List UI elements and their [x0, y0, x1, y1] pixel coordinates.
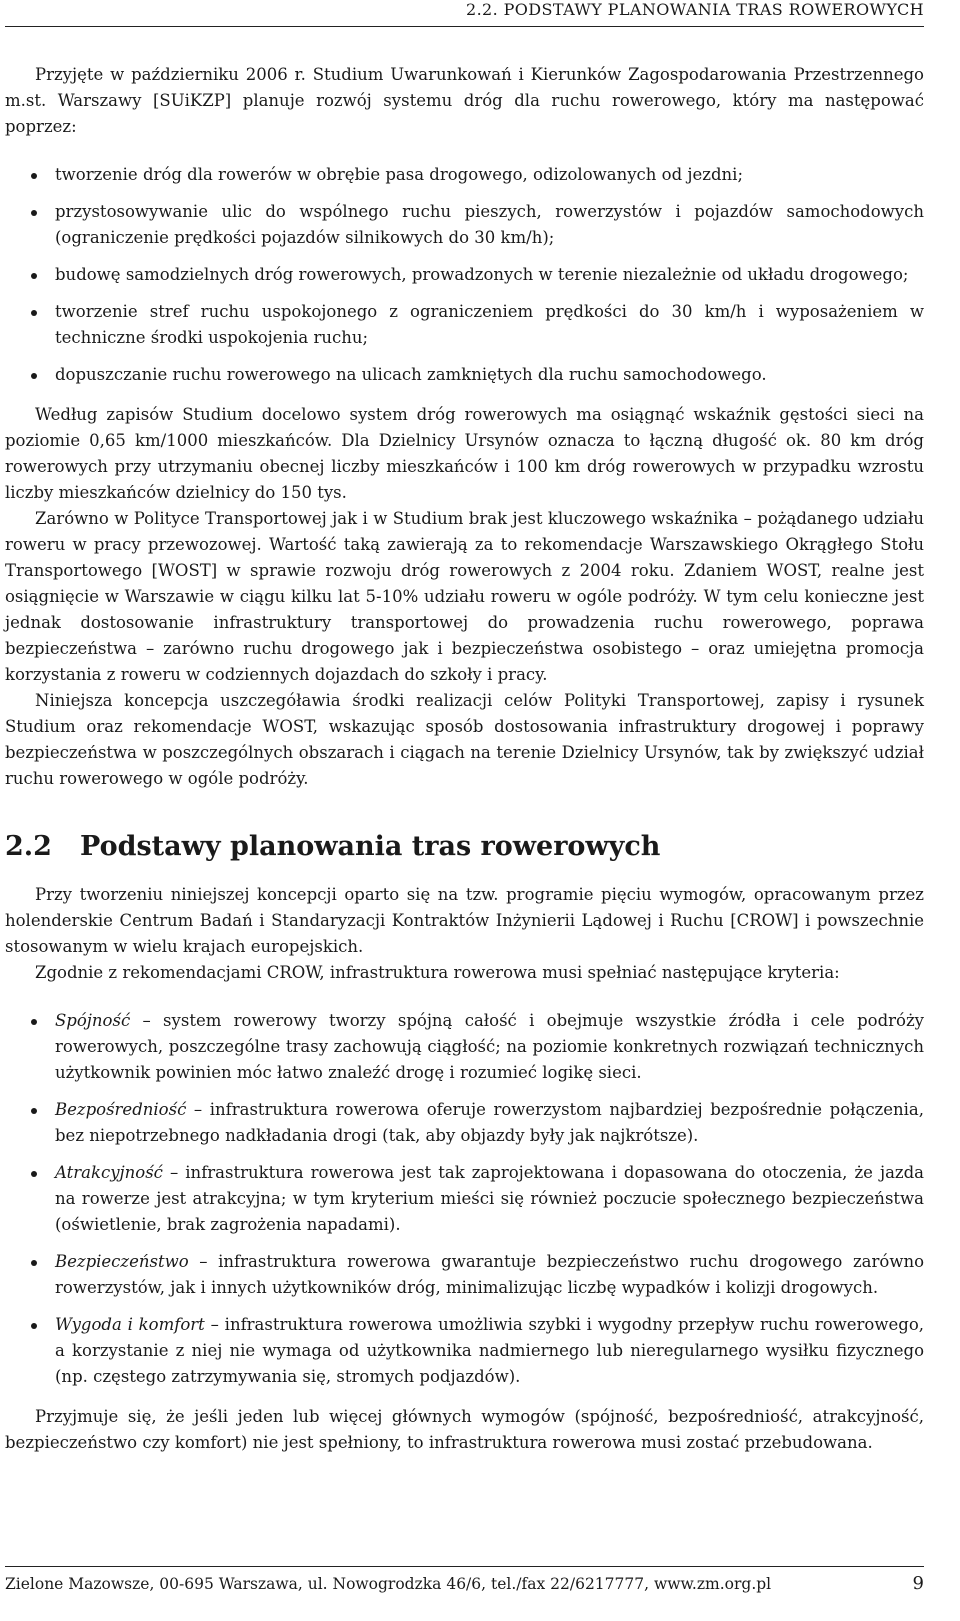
- footer-address: Zielone Mazowsze, 00-695 Warszawa, ul. Nowogrodzka 46/6, tel./fax 22/6217777, www.zm.org.pl: [5, 1575, 772, 1593]
- criteria-term: Bezpieczeństwo: [55, 1252, 189, 1271]
- list-item-text: tworzenie stref ruchu uspokojonego z ograniczeniem prędkości do 30 km/h i wyposażeniem w techniczne środki uspokojenia ruchu;: [55, 302, 924, 347]
- bullet-icon: [31, 1171, 37, 1177]
- body-paragraph-density: Według zapisów Studium docelowo system dróg rowerowych ma osiągnąć wskaźnik gęstości sieci na poziomie 0,65 km/1000 mieszkańców. Dla Dzielnicy Ursynów oznacza to łączną długość ok. 80 km dróg rowerowych przy utrzymaniu obecnej liczby mieszkańców i 100 km dróg rowerowych w przypadku wzrostu liczby mieszkańców dzielnicy do 150 tys.: [5, 405, 924, 502]
- bullet-icon: [31, 1019, 37, 1025]
- list-item: [5, 262, 924, 288]
- bullet-icon: [31, 310, 37, 316]
- intro-bullet-list: [5, 162, 924, 388]
- body-paragraph-wost: Zarówno w Polityce Transportowej jak i w Studium brak jest kluczowego wskaźnika – pożądanego udziału roweru w pracy przewozowej. Wartość taką zawierają za to rekomendacje Warszawskiego Okrągłego Stołu Transportowego [WOST] w sprawie rozwoju dróg rowerowych z 2004 roku. Zdaniem WOST, realne jest osiągnięcie w Warszawie w ciągu kilku lat 5-10% udziału roweru w ogóle podróży. W tym celu konieczne jest jednak dostosowanie infrastruktury transportowej do prowadzenia ruchu rowerowego, poprawa bezpieczeństwa – zarówno ruchu drogowego jak i bezpieczeństwa osobistego – oraz umiejętna promocja korzystania z roweru w codziennych dojazdach do szkoły i pracy.: [5, 509, 924, 684]
- criteria-description: – infrastruktura rowerowa oferuje rowerzystom najbardziej bezpośrednie połączenia, bez niepotrzebnego nadkładania drogi (tak, aby objazdy były jak najkrótsze).: [55, 1100, 924, 1145]
- criteria-item-directness: [5, 1097, 924, 1149]
- section-title: Podstawy planowania tras rowerowych: [80, 831, 661, 862]
- list-item-text: przystosowywanie ulic do wspólnego ruchu pieszych, rowerzystów i pojazdów samochodowych (ograniczenie prędkości pojazdów silnikowych do 30 km/h);: [55, 202, 924, 247]
- criteria-list: [5, 1008, 924, 1390]
- bullet-icon: [31, 1108, 37, 1114]
- list-item-text: dopuszczanie ruchu rowerowego na ulicach zamkniętych dla ruchu samochodowego.: [55, 365, 767, 384]
- section-paragraph-criteria-intro: Zgodnie z rekomendacjami CROW, infrastruktura rowerowa musi spełniać następujące kryteria:: [35, 963, 840, 982]
- bullet-icon: [31, 1260, 37, 1266]
- criteria-term: Atrakcyjność: [55, 1163, 163, 1182]
- list-item: [5, 362, 924, 388]
- closing-paragraph: Przyjmuje się, że jeśli jeden lub więcej głównych wymogów (spójność, bezpośredniość, atrakcyjność, bezpieczeństwo czy komfort) nie jest spełniony, to infrastruktura rowerowa musi zostać przebudowana.: [5, 1407, 924, 1452]
- list-item: [5, 299, 924, 351]
- list-item: [5, 199, 924, 251]
- page-number: 9: [912, 1573, 924, 1594]
- criteria-item-coherence: [5, 1008, 924, 1086]
- criteria-item-attractiveness: [5, 1160, 924, 1238]
- bullet-icon: [31, 1323, 37, 1329]
- section-number: 2.2: [5, 831, 52, 862]
- page-footer: [5, 1566, 924, 1594]
- intro-paragraph: Przyjęte w październiku 2006 r. Studium Uwarunkowań i Kierunków Zagospodarowania Przestrzennego m.st. Warszawy [SUiKZP] planuje rozwój systemu dróg dla ruchu rowerowego, który ma następować poprzez:: [5, 65, 924, 136]
- running-header: [5, 0, 924, 27]
- list-item-text: tworzenie dróg dla rowerów w obrębie pasa drogowego, odizolowanych od jezdni;: [55, 165, 743, 184]
- section-heading: [5, 830, 924, 864]
- list-item: [5, 162, 924, 188]
- criteria-term: Bezpośredniość: [55, 1100, 187, 1119]
- criteria-term: Wygoda i komfort: [55, 1315, 205, 1334]
- criteria-description: – infrastruktura rowerowa umożliwia szybki i wygodny przepływ ruchu rowerowego, a korzystanie z niej nie wymaga od użytkownika nadmiernego lub nieregularnego wysiłku fizycznego (np. częstego zatrzymywania się, stromych podjazdów).: [55, 1315, 924, 1386]
- section-paragraph-crow: Przy tworzeniu niniejszej koncepcji oparto się na tzw. programie pięciu wymogów, opracowanym przez holenderskie Centrum Badań i Standaryzacji Kontraktów Inżynierii Lądowej i Ruchu [CROW] i powszechnie stosowanym w wielu krajach europejskich.: [5, 885, 924, 956]
- criteria-term: Spójność: [55, 1011, 131, 1030]
- criteria-item-safety: [5, 1249, 924, 1301]
- body-paragraph-concept: Niniejsza koncepcja uszczegóławia środki realizacji celów Polityki Transportowej, zapisy i rysunek Studium oraz rekomendacje WOST, wskazując sposób dostosowania infrastruktury drogowej i poprawy bezpieczeństwa w poszczególnych obszarach i ciągach na terenie Dzielnicy Ursynów, tak by zwiększyć udział ruchu rowerowego w ogóle podróży.: [5, 691, 924, 788]
- criteria-description: – infrastruktura rowerowa jest tak zaprojektowana i dopasowana do otoczenia, że jazda na rowerze jest atrakcyjna; w tym kryterium mieści się również poczucie społecznego bezpieczeństwa (oświetlenie, brak zagrożenia napadami).: [55, 1163, 924, 1234]
- running-header-title: 2.2. PODSTAWY PLANOWANIA TRAS ROWEROWYCH: [465, 0, 924, 19]
- criteria-item-comfort: [5, 1312, 924, 1390]
- page-content: [5, 62, 924, 1456]
- criteria-description: – infrastruktura rowerowa gwarantuje bezpieczeństwo ruchu drogowego zarówno rowerzystów, jak i innych użytkowników dróg, minimalizując liczbę wypadków i kolizji drogowych.: [55, 1252, 924, 1297]
- criteria-description: – system rowerowy tworzy spójną całość i obejmuje wszystkie źródła i cele podróży rowerowych, poszczególne trasy zachowują ciągłość; na poziomie konkretnych rozwiązań technicznych użytkownik powinien móc łatwo znaleźć drogę i rozumieć logikę sieci.: [55, 1011, 924, 1082]
- bullet-icon: [31, 273, 37, 279]
- list-item-text: budowę samodzielnych dróg rowerowych, prowadzonych w terenie niezależnie od układu drogowego;: [55, 265, 909, 284]
- bullet-icon: [31, 210, 37, 216]
- bullet-icon: [31, 173, 37, 179]
- bullet-icon: [31, 373, 37, 379]
